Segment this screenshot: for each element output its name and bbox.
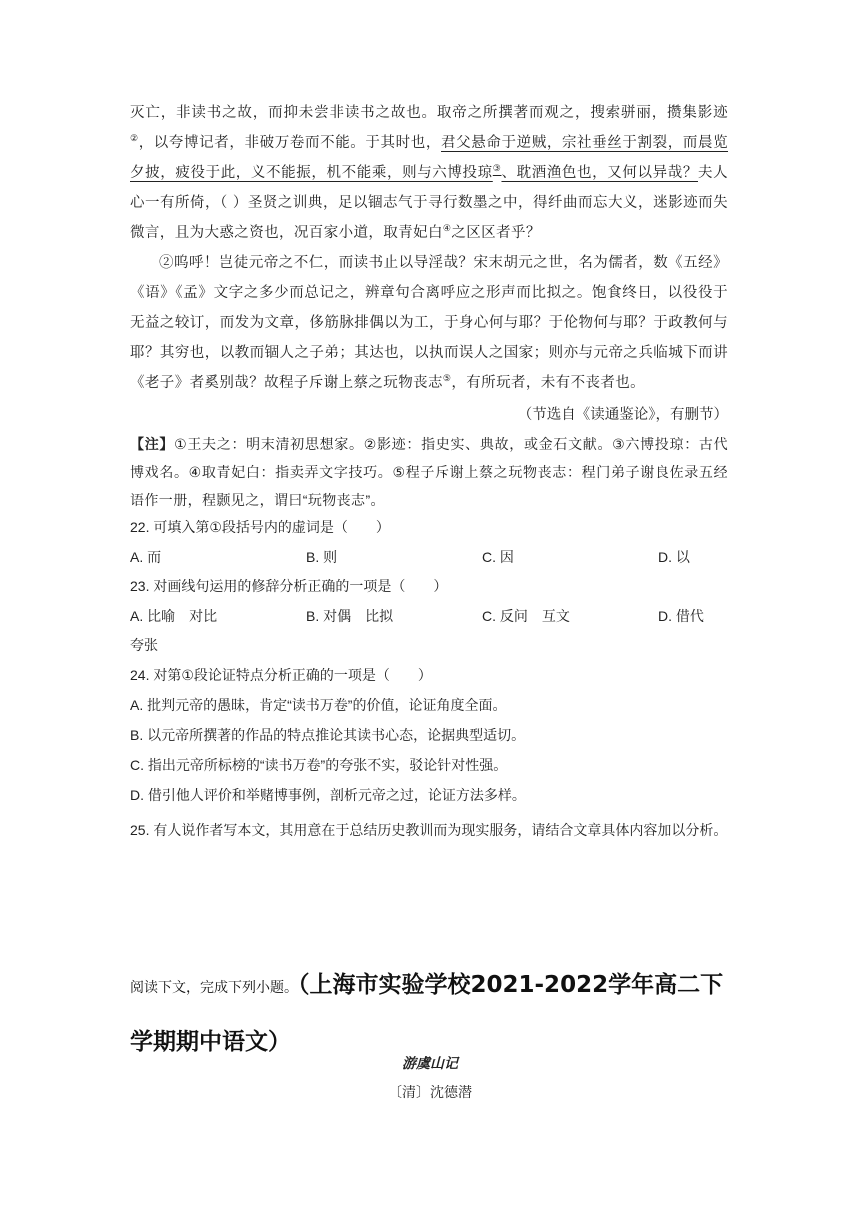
- q24-option-a[interactable]: A. 批判元帝的愚昧，肯定“读书万卷”的价值，论证角度全面。: [130, 697, 507, 713]
- underlined-sentence-end: 、耽酒渔色也，又何以异哉？: [501, 165, 698, 181]
- q23-option-d-wrap: 夸张: [130, 637, 158, 653]
- section-lead: 阅读下文，完成下列小题。: [130, 980, 298, 996]
- q22-option-c[interactable]: C. 因: [482, 549, 514, 565]
- underlined-sentence: 君父悬命于逆贼，宗社垂丝于割裂，而晨览夕披，疲役于此，义不能振，机不能乘，则与六博投琼: [130, 135, 729, 181]
- q24-option-b[interactable]: B. 以元帝所撰著的作品的特点推论其读书心态，论据典型适切。: [130, 727, 526, 743]
- q24-option-c[interactable]: C. 指出元帝所标榜的“读书万卷”的夸张不实，驳论针对性强。: [130, 757, 508, 773]
- q23-option-a[interactable]: A. 比喻 对比: [130, 608, 218, 624]
- q22-option-a[interactable]: A. 而: [130, 549, 162, 565]
- question-23-stem: 23. 对画线句运用的修辞分析正确的一项是（ ）: [130, 578, 448, 594]
- question-23-options: [130, 606, 728, 626]
- passage-paragraph-1: 灭亡，非读书之故，而抑未尝非读书之故也。取帝之所撰著而观之，搜索骈丽，攒集影迹②，以夸博记者，非破万卷而不能。于其时也，君父悬命于逆贼，宗社垂丝于割裂，而晨览夕披，疲役于此，义不能振，机不能乘，则与六博投琼③、耽酒渔色也，又何以异哉？夫人心一有所倚，（ ）圣贤之训典，足以锢志气于寻行数墨之中，得纤曲而忘大义，迷影迹而失微言，且为大惑之资也，况百家小道，取青妃白④之区区者乎？: [130, 105, 729, 241]
- question-22-stem: 22. 可填入第①段括号内的虚词是（ ）: [130, 519, 390, 535]
- question-25-stem: 25. 有人说作者写本文，其用意在于总结历史教训而为现实服务，请结合文章具体内容加以分析。: [130, 822, 728, 838]
- question-22-options: [130, 547, 728, 567]
- q23-option-c[interactable]: C. 反问 互文: [482, 608, 570, 624]
- notes-label: 【注】: [130, 436, 175, 452]
- passage-paragraph-2: ②呜呼！岂徒元帝之不仁，而读书止以导淫哉？宋末胡元之世，名为儒者，数《五经》《语》《孟》文字之多少而总记之，辨章句合离呼应之形声而比拟之。饱食终日，以役役于无益之较订，而发为文章，侈筋脉排偶以为工，于身心何与耶？于伦物何与耶？于政教何与耶？其穷也，以教而锢人之子弟；其达也，以执而误人之国家；则亦与元帝之兵临城下而讲《老子》者奚别哉？故程子斥谢上蔡之玩物丧志⑤，有所玩者，未有不丧者也。: [130, 255, 728, 391]
- essay-title: 游虞山记: [402, 1056, 458, 1072]
- q24-option-d[interactable]: D. 借引他人评价和举赌博事例，剖析元帝之过，论证方法多样。: [130, 787, 526, 803]
- question-24-stem: 24. 对第①段论证特点分析正确的一项是（ ）: [130, 667, 432, 683]
- essay-author: 〔清〕沈德潜: [388, 1085, 472, 1101]
- q23-option-b[interactable]: B. 对偶 比拟: [306, 608, 394, 624]
- q22-option-d[interactable]: D. 以: [658, 549, 690, 565]
- passage-source: （节选自《读通鉴论》，有删节）: [517, 407, 728, 423]
- annotation-notes: 【注】①王夫之：明末清初思想家。②影迹：指史实、典故，或金石文献。③六博投琼：古代博戏名。④取青妃白：指卖弄文字技巧。⑤程子斥谢上蔡之玩物丧志：程门弟子谢良佐录五经语作一册，程颢见之，谓曰“玩物丧志”。: [130, 436, 729, 508]
- section-source-title: （上海市实验学校2021-2022学年高二下学期期中语文）: [130, 972, 724, 1055]
- q23-option-d[interactable]: D. 借代: [658, 608, 704, 624]
- q22-option-b[interactable]: B. 则: [306, 549, 338, 565]
